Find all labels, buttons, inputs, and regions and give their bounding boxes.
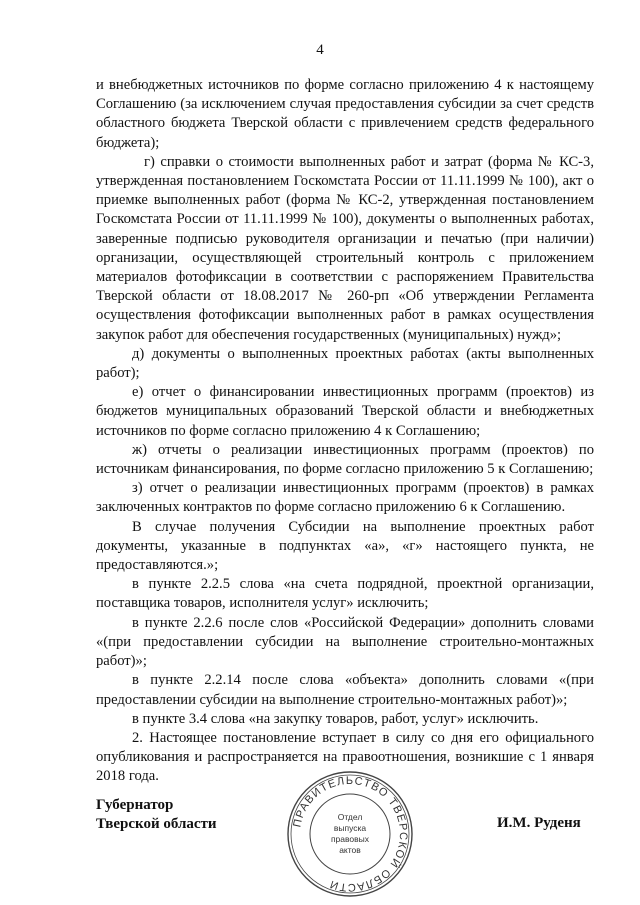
stamp-ring-text: ПРАВИТЕЛЬСТВО ТВЕРСКОЙ ОБЛАСТИ bbox=[291, 774, 410, 894]
paragraph-design-works-note: В случае получения Субсидии на выполнение проектных работ документы, указанные в подпунктах «а», «г» настоящего пункта, не предоставляются.»; bbox=[96, 518, 594, 574]
paragraph-item-d: д) документы о выполненных проектных работах (акты выполненных работ); bbox=[96, 345, 594, 382]
paragraph-continuation: и внебюджетных источников по форме согласно приложению 4 к настоящему Соглашению (за исключением случая предоставления субсидии за счет средств областного бюджета Тверской области с привлечением средств федерального бюджета); bbox=[96, 77, 594, 151]
stamp-center-line: актов bbox=[339, 845, 361, 855]
signatory-name: И.М. Руденя bbox=[497, 815, 581, 831]
paragraph-amend-2-2-14: в пункте 2.2.14 после слова «объекта» дополнить словами «(при предоставлении субсидии на выполнение строительно-монтажных работ)»; bbox=[96, 672, 594, 708]
paragraph-amend-2-2-6: в пункте 2.2.6 после слов «Российской Федерации» дополнить словами «(при предоставлении субсидии на выполнение строительно-монтажных работ)»; bbox=[96, 614, 594, 670]
page-number: 4 bbox=[316, 42, 324, 58]
paragraph-item-z: з) отчет о реализации инвестиционных программ (проектов) в рамках заключенных контрактов по форме согласно приложению 6 к Соглашению. bbox=[96, 480, 594, 516]
document-body bbox=[96, 76, 594, 787]
stamp-center-line: Отдел bbox=[337, 812, 363, 822]
paragraph-item-e: е) отчет о финансировании инвестиционных программ (проектов) из бюджетов муниципальных образований Тверской области и внебюджетных источников по форме согласно приложению 4 к Соглашению; bbox=[96, 384, 594, 439]
stamp-center-line: правовых bbox=[330, 834, 370, 844]
paragraph-item-zh: ж) отчеты о реализации инвестиционных программ (проектов) по источникам финансирования, по форме согласно приложению 5 к Соглашению; bbox=[96, 441, 594, 478]
paragraph-amend-3-4: в пункте 3.4 слова «на закупку товаров, работ, услуг» исключить. bbox=[132, 710, 539, 727]
signatory-title-line2: Тверской области bbox=[96, 816, 217, 832]
signatory-title bbox=[96, 796, 217, 834]
paragraph-effective-date: 2. Настоящее постановление вступает в силу со дня его официального опубликования и распространяется на правоотношения, возникшие с 1 января 2018 года. bbox=[96, 729, 594, 785]
stamp-seal-icon bbox=[286, 770, 414, 898]
official-stamp bbox=[286, 770, 414, 898]
stamp-center-line: выпуска bbox=[333, 823, 367, 833]
paragraph-item-g: г) справки о стоимости выполненных работ и затрат (форма № КС-3, утвержденная постановлением Госкомстата России от 11.11.1999 № 100), акт о приемке выполненных работ (форма № КС-2, утвержденная постановлением Госкомстата России от 11.11.1999 № 100), документы о выполненных работах, заверенные подписью руководителя организации и печатью (при наличии) организации, осуществляющей строительный контроль с приложением материалов фотофиксации в соответствии с распоряжением Правительства Тверской области от 18.08.2017 № 260-рп «Об утверждении Регламента осуществления фотофиксации выполненных работ в рамках осуществления закупок работ для обеспечения государственных (муниципальных) нужд»; bbox=[96, 153, 594, 343]
signatory-title-line1: Губернатор bbox=[96, 797, 174, 813]
paragraph-amend-2-2-5: в пункте 2.2.5 слова «на счета подрядной, проектной организации, поставщика товаров, исполнителя услуг» исключить; bbox=[96, 576, 594, 612]
